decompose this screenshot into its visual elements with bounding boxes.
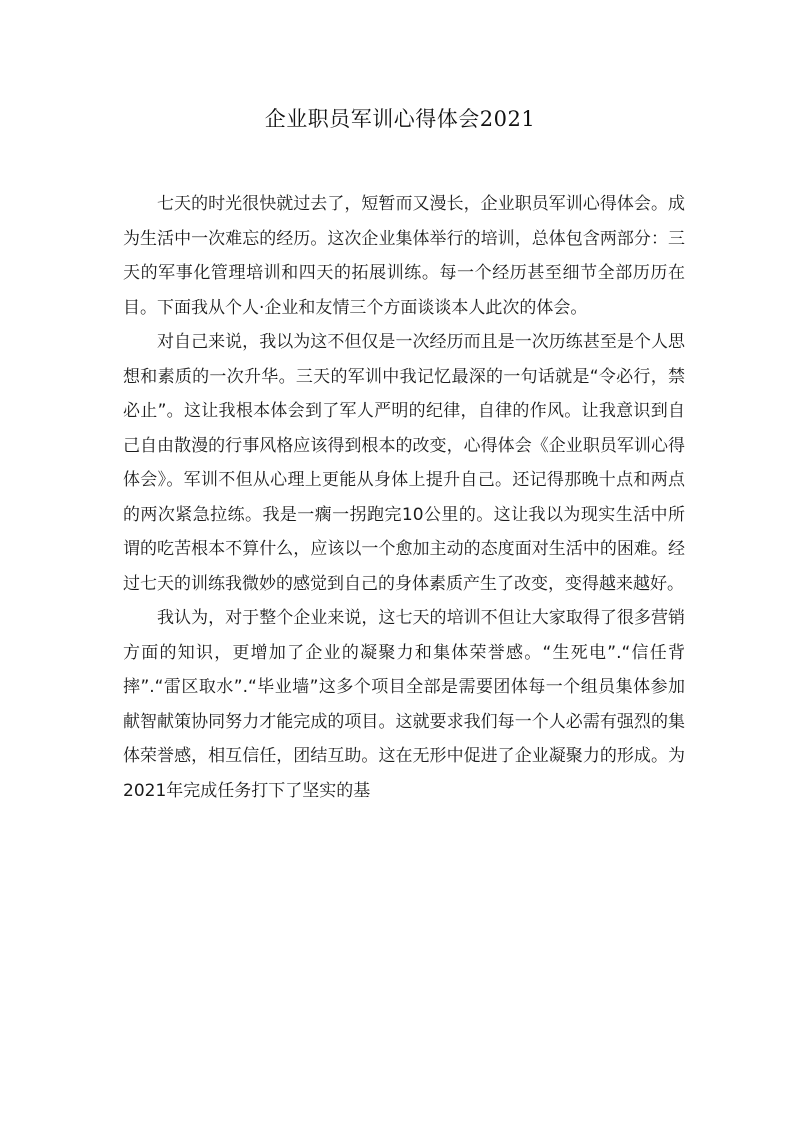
- document-body: [123, 187, 685, 808]
- paragraph-1: 七天的时光很快就过去了，短暂而又漫长，企业职员军训心得体会。成为生活中一次难忘的经历。这次企业集体举行的培训，总体包含两部分：三天的军事化管理培训和四天的拓展训练。每一个经历甚至细节全部历历在目。下面我从个人·企业和友情三个方面谈谈本人此次的体会。: [123, 194, 685, 318]
- paragraph-3: 我认为，对于整个企业来说，这七天的培训不但让大家取得了很多营销方面的知识，更增加了企业的凝聚力和集体荣誉感。“生死电”.“信任背摔”.“雷区取水”.“毕业墙”这多个项目全部是需要团体每一个组员集体参加献智献策协同努力才能完成的项目。这就要求我们每一个人必需有强烈的集体荣誉感，相互信任，团结互助。这在无形中促进了企业凝聚力的形成。为2021年完成任务打下了坚实的基: [123, 608, 685, 801]
- paragraph-2: 对自己来说，我以为这不但仅是一次经历而且是一次历练甚至是个人思想和素质的一次升华。三天的军训中我记忆最深的一句话就是“令必行，禁必止”。这让我根本体会到了军人严明的纪律，自律的作风。让我意识到自己自由散漫的行事风格应该得到根本的改变，心得体会《企业职员军训心得体会》。军训不但从心理上更能从身体上提升自己。还记得那晚十点和两点的两次紧急拉练。我是一瘸一拐跑完10公里的。这让我以为现实生活中所谓的吃苦根本不算什么，应该以一个愈加主动的态度面对生活中的困难。经过七天的训练我微妙的感觉到自己的身体素质产生了改变，变得越来越好。: [123, 332, 685, 594]
- document-title: 企业职员军训心得体会2021: [264, 107, 536, 131]
